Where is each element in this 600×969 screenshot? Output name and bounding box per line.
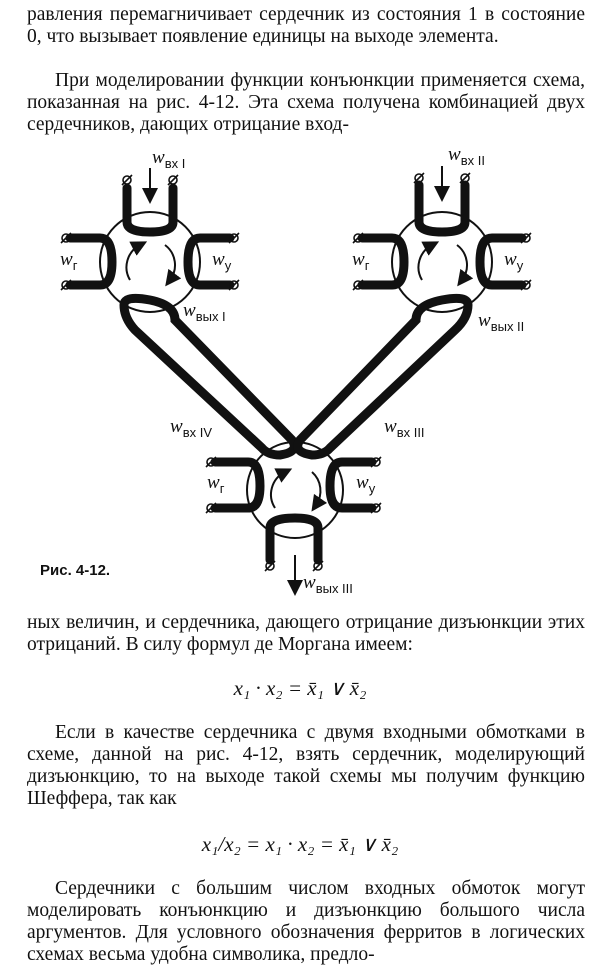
label-w-g-1: $w_г$ bbox=[60, 249, 78, 273]
paragraph-sheffer: Если в качестве сердечника с двумя входными обмотками в схеме, данной на рис. 4-12, взять сердечник, моделирующий дизъюнкцию, то на выходе такой схемы мы получим функцию Шеффера, так как bbox=[27, 722, 585, 809]
label-w-y-2: $w_у$ bbox=[504, 249, 524, 273]
figure-caption: Рис. 4-12. bbox=[40, 562, 111, 579]
label-w-out-3: $w_{вых III}$ bbox=[303, 572, 353, 596]
label-w-g-3: $w_г$ bbox=[207, 472, 225, 496]
label-w-g-2: $w_г$ bbox=[352, 249, 370, 273]
label-w-in-3: $w_{вх III}$ bbox=[384, 416, 425, 440]
paragraph-top: При моделировании функции конъюнкции применяется схема, показанная на рис. 4-12. Эта схема получена комбинацией двух сердечников, дающих отрицание вход- bbox=[27, 70, 585, 135]
formula-de-morgan: x₁ · x₂ = x̄₁ ∨ x̄₂ bbox=[233, 676, 367, 700]
label-w-y-1: $w_у$ bbox=[212, 249, 232, 273]
label-w-in-2: $w_{вх II}$ bbox=[448, 144, 485, 168]
label-w-in-1: $w_{вх I}$ bbox=[152, 147, 186, 171]
label-w-y-3: $w_у$ bbox=[356, 472, 376, 496]
label-w-out-1: $w_{вых I}$ bbox=[183, 300, 226, 324]
label-w-out-2: $w_{вых II}$ bbox=[478, 310, 525, 334]
paragraph-more-inputs: Сердечники с большим числом входных обмоток могут моделировать конъюнкцию и дизъюнкцию большого числа аргументов. Для условного обозначения ферритов в логических схемах весьма удобна символика, предло- bbox=[27, 878, 585, 965]
formula-sheffer: x₁/x₂ = x₁ · x₂ = x̄₁ ∨ x̄₂ bbox=[201, 832, 399, 856]
label-w-in-4: $w_{вх IV}$ bbox=[170, 416, 212, 440]
paragraph-after-figure: ных величин, и сердечника, дающего отрицание дизъюнкции этих отрицаний. В силу формул де Моргана имеем: bbox=[27, 612, 585, 655]
figure-4-12 bbox=[0, 130, 600, 600]
paragraph-continuation: равления перемагничивает сердечник из состояния 1 в состояние 0, что вызывает появление единицы на выходе элемента. bbox=[27, 4, 585, 47]
